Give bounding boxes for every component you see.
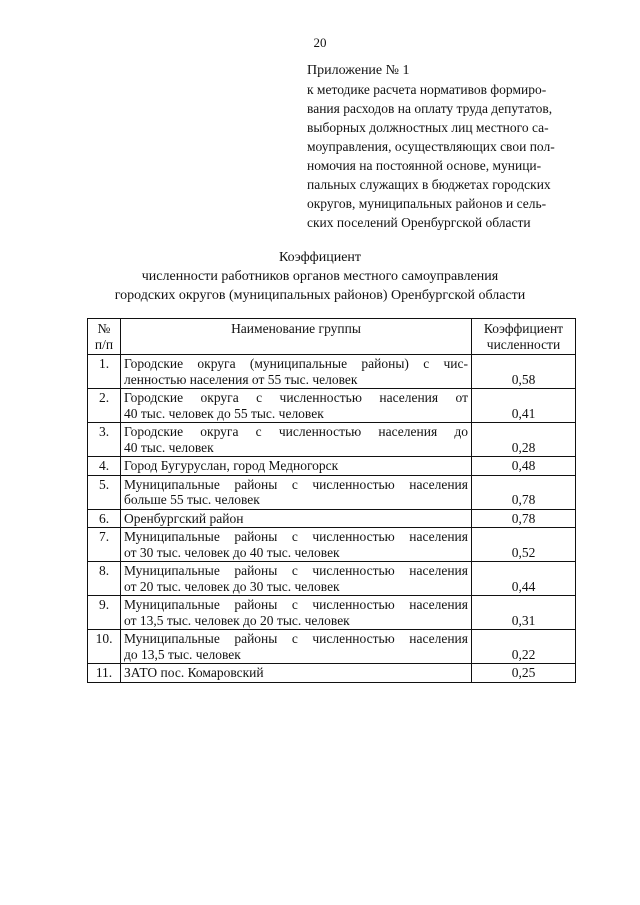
header-group-name: Наименование группы	[121, 319, 472, 355]
row-number: 1.	[88, 355, 121, 389]
heading-subtitle-line: городских округов (муниципальных районов) Оренбургской области	[114, 288, 526, 303]
document-heading	[0, 248, 640, 305]
row-group-name-line: Муниципальные районы с численностью населения	[124, 476, 468, 492]
row-group-name-line: от 13,5 тыс. человек до 20 тыс. человек	[124, 612, 350, 628]
row-group-name	[121, 509, 472, 528]
row-group-name	[121, 528, 472, 562]
header-number-abbr: п/п	[94, 336, 114, 352]
row-coefficient: 0,28	[472, 423, 576, 457]
appendix-line: выборных должностных лиц местного са-	[307, 120, 549, 135]
row-coefficient: 0,22	[472, 630, 576, 664]
coefficient-table	[87, 318, 576, 683]
table-row	[88, 509, 576, 528]
row-number: 2.	[88, 389, 121, 423]
row-group-name	[121, 457, 472, 476]
row-number: 8.	[88, 562, 121, 596]
header-coefficient-line2: численности	[486, 336, 561, 352]
appendix-line: моуправления, осуществляющих свои пол-	[307, 139, 555, 154]
row-group-name	[121, 475, 472, 509]
row-group-name-line: Городские округа с численностью населения до	[124, 424, 468, 439]
table-row	[88, 355, 576, 389]
row-coefficient: 0,78	[472, 475, 576, 509]
row-number: 10.	[88, 630, 121, 664]
row-group-name-line: Муниципальные районы с численностью населения	[124, 529, 468, 544]
appendix-line: округов, муниципальных районов и сель-	[307, 196, 547, 211]
table-row	[88, 423, 576, 457]
row-group-name	[121, 596, 472, 630]
row-coefficient: 0,58	[472, 355, 576, 389]
appendix-title: Приложение № 1	[307, 63, 410, 78]
appendix-line: к методике расчета нормативов формиро-	[307, 82, 547, 97]
row-group-name	[121, 664, 472, 683]
header-coefficient-line1: Коэффициент	[483, 321, 564, 336]
row-coefficient: 0,31	[472, 596, 576, 630]
heading-subtitle-line: численности работников органов местного самоуправления	[141, 269, 499, 284]
row-coefficient: 0,25	[472, 664, 576, 683]
row-group-name-line: Муниципальные районы с численностью населения	[124, 597, 468, 612]
appendix-line: пальных служащих в бюджетах городских	[307, 177, 551, 192]
row-group-name-line: Городские округа (муниципальные районы) с чис-	[124, 356, 468, 371]
heading-title: Коэффициент	[278, 250, 362, 265]
row-group-name-line: Оренбургский район	[124, 510, 244, 526]
row-group-name-line: до 13,5 тыс. человек	[124, 646, 241, 662]
header-number	[88, 319, 121, 355]
table-header-row	[88, 319, 576, 355]
row-coefficient: 0,48	[472, 457, 576, 476]
table-row	[88, 389, 576, 423]
row-number: 11.	[88, 664, 121, 683]
row-group-name-line: от 30 тыс. человек до 40 тыс. человек	[124, 544, 340, 560]
table-row	[88, 457, 576, 476]
appendix-line: вания расходов на оплату труда депутатов,	[307, 101, 553, 116]
row-coefficient: 0,78	[472, 509, 576, 528]
appendix-line: номочия на постоянной основе, муници-	[307, 158, 542, 173]
row-group-name	[121, 355, 472, 389]
row-number: 4.	[88, 457, 121, 476]
row-group-name	[121, 562, 472, 596]
appendix-line: ских поселений Оренбургской области	[307, 215, 531, 230]
table-row	[88, 562, 576, 596]
table-row	[88, 630, 576, 664]
row-group-name-line: больше 55 тыс. человек	[124, 492, 260, 507]
row-group-name-line: 40 тыс. человек	[124, 439, 214, 455]
row-group-name	[121, 389, 472, 423]
appendix-block	[307, 61, 607, 232]
row-group-name	[121, 423, 472, 457]
row-group-name-line: Городские округа с численностью населения от	[124, 390, 468, 405]
row-number: 9.	[88, 596, 121, 630]
row-group-name-line: Город Бугуруслан, город Медногорск	[124, 458, 339, 473]
row-coefficient: 0,41	[472, 389, 576, 423]
row-number: 6.	[88, 509, 121, 528]
table-row	[88, 475, 576, 509]
row-number: 5.	[88, 475, 121, 509]
row-number: 3.	[88, 423, 121, 457]
row-group-name-line: 40 тыс. человек до 55 тыс. человек	[124, 405, 324, 421]
table-row	[88, 664, 576, 683]
header-coefficient	[472, 319, 576, 355]
header-number-sign: №	[97, 321, 111, 336]
row-group-name-line: ленностью населения от 55 тыс. человек	[124, 371, 358, 387]
table-row	[88, 596, 576, 630]
table-row	[88, 528, 576, 562]
row-coefficient: 0,44	[472, 562, 576, 596]
row-group-name-line: ЗАТО пос. Комаровский	[124, 665, 264, 680]
row-number: 7.	[88, 528, 121, 562]
row-group-name-line: Муниципальные районы с численностью населения	[124, 631, 468, 646]
row-group-name-line: от 20 тыс. человек до 30 тыс. человек	[124, 578, 340, 594]
table-body	[88, 355, 576, 683]
page-number: 20	[313, 35, 327, 50]
row-coefficient: 0,52	[472, 528, 576, 562]
row-group-name	[121, 630, 472, 664]
row-group-name-line: Муниципальные районы с численностью населения	[124, 563, 468, 578]
